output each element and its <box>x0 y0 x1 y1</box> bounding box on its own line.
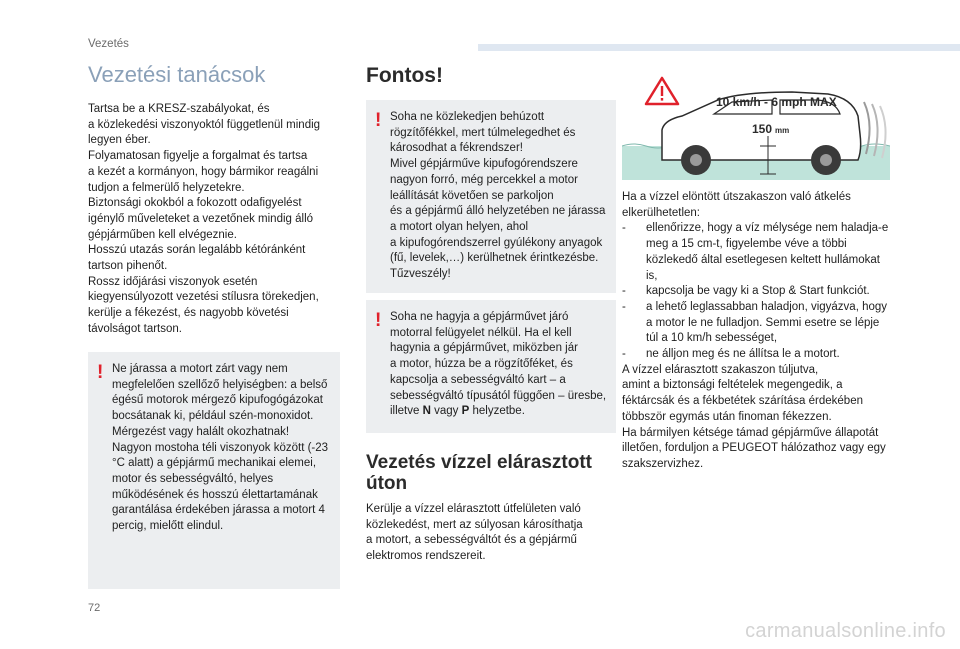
list-item: - ne álljon meg és ne állítsa le a motort. <box>622 348 840 361</box>
instructions-intro: Ha a vízzel elöntött útszakaszon való átkelés elkerülhetetlen: <box>622 191 851 219</box>
flooded-road-illustration <box>622 74 890 180</box>
section-header-label: Vezetés <box>88 38 129 50</box>
flooded-road-instructions <box>622 190 892 473</box>
unattended-vehicle-warning-box <box>366 300 616 433</box>
flooded-road-title: Vezetés vízzel elárasztott úton <box>366 452 592 494</box>
flooded-road-svg <box>622 74 890 180</box>
instructions-outro: A vízzel elárasztott szakaszon túljutva, amint a biztonsági feltételek megengedik, a féktárcsák és a fékbetétek szárítása érdekében többször egymás után finoman fékezzen. Ha bármilyen kétsége támad gépjárműve állapotát illetően, forduljon a PEUGEOT hálózathoz vagy egy szakszervizhez. <box>622 363 886 470</box>
gear-p-label: P <box>461 405 470 418</box>
flooded-road-text: Kerülje a vízzel elárasztott útfelületen való közlekedést, mert az súlyosan károsíthatja a motort, a sebességváltót és a gépjármű elektromos rendszereit. <box>366 503 583 563</box>
unattended-vehicle-warning-text: Soha ne hagyja a gépjárművet járó motorral felügyelet nélkül. Ha el kell hagynia a gépjárművet, miközben jár a motor, húzza be a rögzítőféket, és kapcsolja a sebességváltó kart – a sebességváltó típusától függően – üresbe, illetve N vagy P helyzetbe. <box>390 311 607 418</box>
watermark: carmanualsonline.info <box>745 620 946 642</box>
driving-tips-text: Tartsa be a KRESZ-szabályokat, és a közlekedési viszonyoktól függetlenül mindig legyen éber. Folyamatosan figyelje a forgalmat és tartsa a kezét a kormányon, hogy bármikor reagálni tudjon a felmerülő helyzetekre. Biztonsági okokból a fokozott odafigyelést igénylő műveleteket a vezetőnek mindig álló gépjárműben kell elvégeznie. Hosszú utazás során legalább kétóránként tartson pihenőt. Rossz időjárási viszonyok esetén kiegyensúlyozott vezetési stílusra törekedjen, kerülje a fékezést, és nagyobb követési távolságot tartson. <box>88 103 321 335</box>
warning-exclamation-icon: ! <box>375 310 382 331</box>
list-item: - a lehető leglassabban haladjon, vigyázva, hogy a motor le ne fulladjon. Semmi esetre se lépje túl a 10 km/h sebességet, <box>622 300 888 345</box>
gear-n-label: N <box>422 405 431 418</box>
exhaust-warning-box <box>88 352 340 589</box>
important-title: Fontos! <box>366 64 443 87</box>
list-item: - kapcsolja be vagy ki a Stop & Start funkciót. <box>622 285 870 298</box>
warning-exclamation-icon: ! <box>97 362 104 383</box>
list-item: - ellenőrizze, hogy a víz mélysége nem haladja-e meg a 15 cm-t, figyelembe véve a többi közlekedő által esetlegesen keltett hullámokat is, <box>622 222 889 282</box>
driving-tips-column <box>88 62 340 338</box>
warning-exclamation-icon: ! <box>375 110 382 131</box>
header-bar <box>478 44 960 51</box>
speed-limit-label: 10 km/h - 6 mph MAX <box>716 95 837 109</box>
depth-value-label: 150 <box>752 122 773 136</box>
parking-brake-warning-text: Soha ne közlekedjen behúzott rögzítőfékkel, mert túlmelegedhet és károsodhat a fékrendszer! Mivel gépjárműve kipufogórendszere nagyon forró, még percekkel a motor leállítását követően se parkoljon és a gépjármű álló helyzetében ne járassa a motort olyan helyen, ahol a kipufogórendszerrel gyúlékony anyagok (fű, levelek,…) kerülhetnek érintkezésbe. Tűzveszély! <box>390 111 606 281</box>
page-number: 72 <box>88 602 101 614</box>
parking-brake-warning-box <box>366 100 616 293</box>
depth-unit-label: mm <box>775 126 790 135</box>
section-title: Vezetési tanácsok <box>88 62 266 87</box>
exhaust-warning-text: Ne járassa a motort zárt vagy nem megfelelően szellőző helyiségben: a belső égésű motorok mérgező kipufogógázokat bocsátanak ki, például szén-monoxidot. Mérgezést vagy halált okozhatnak! Nagyon mostoha téli viszonyok között (-23 °C alatt) a gépjármű mechanikai elemei, motor és sebességváltó, helyes működésének és hosszú élettartamának garantálása érdekében járassa a motort 4 percig, mielőtt elindul. <box>112 363 329 533</box>
